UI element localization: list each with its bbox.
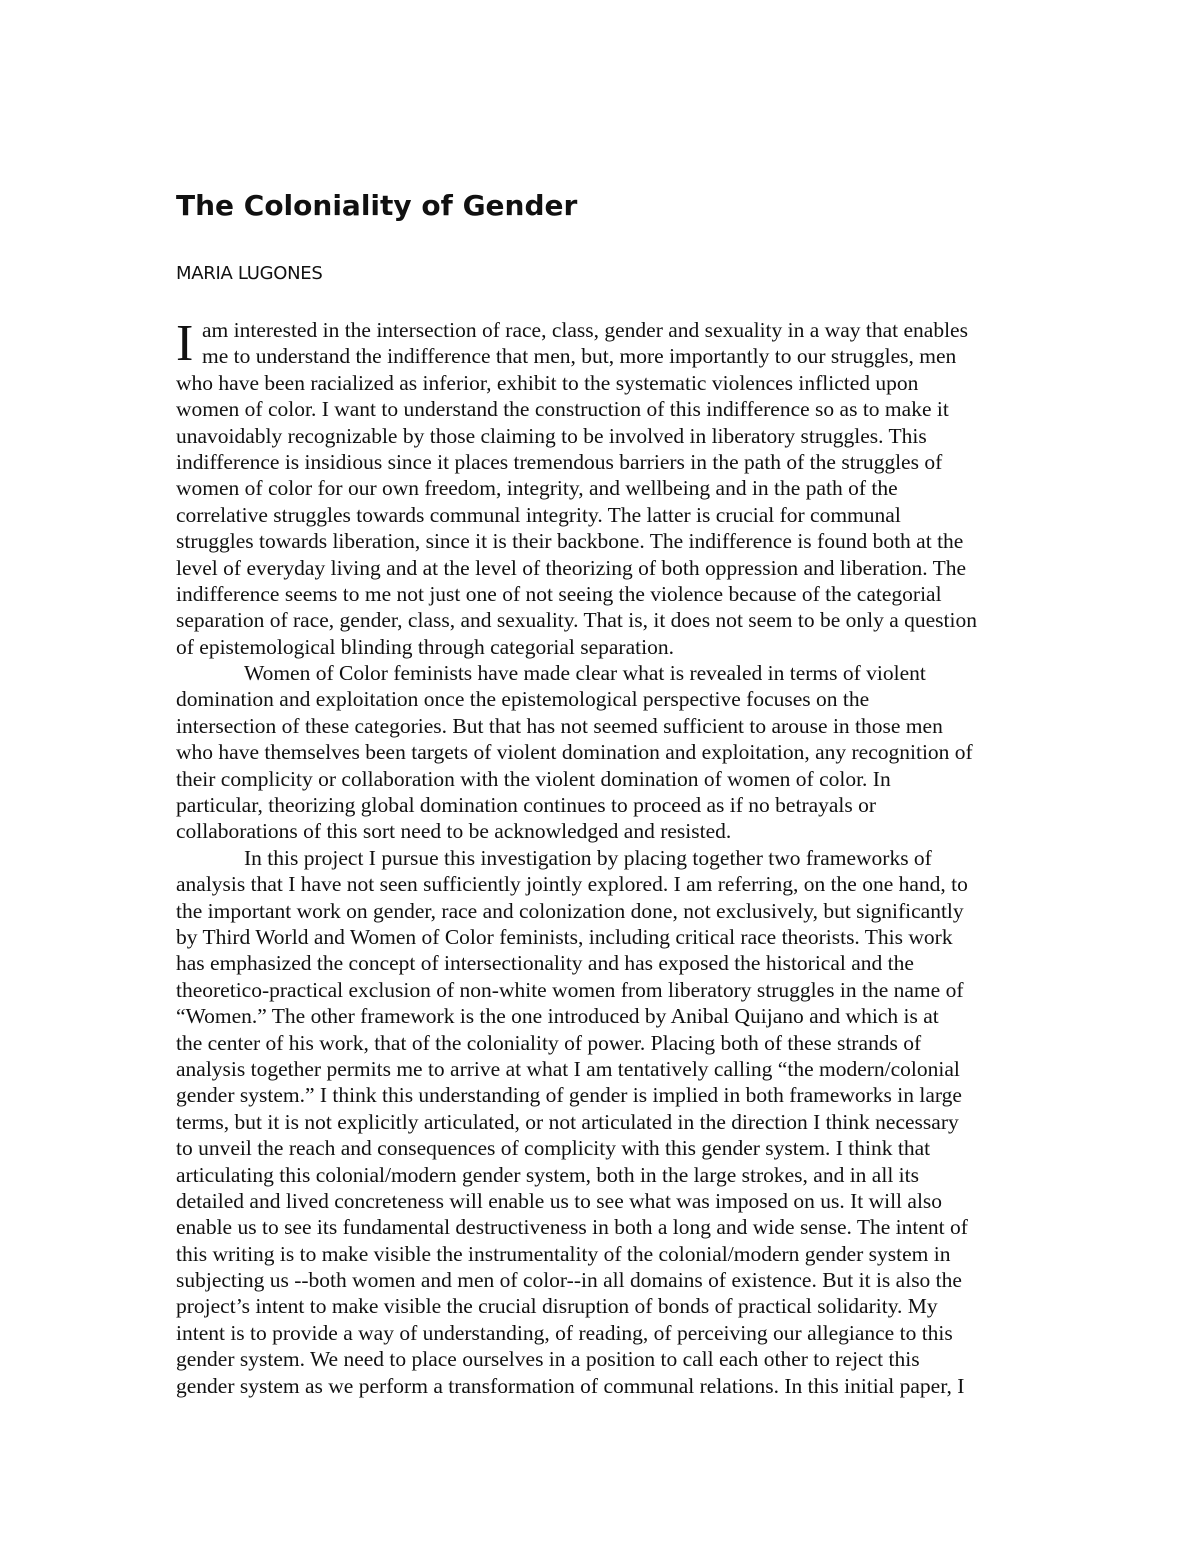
text-line: the center of his work, that of the coloniality of power. Placing both of these strands of (176, 1030, 922, 1055)
text-line: the important work on gender, race and colonization done, not exclusively, but significantly (176, 898, 964, 923)
text-line: detailed and lived concreteness will enable us to see what was imposed on us. It will also (176, 1188, 943, 1213)
text-line: me to understand the indifference that men, but, more importantly to our struggles, men (202, 344, 957, 369)
drop-cap: I (176, 315, 194, 372)
text-line: collaborations of this sort need to be acknowledged and resisted. (176, 819, 732, 844)
text-line: theoretico-practical exclusion of non-white women from liberatory struggles in the name of (176, 977, 964, 1002)
article-title: The Coloniality of Gender (176, 189, 578, 222)
author-name: MARIA LUGONES (176, 263, 323, 284)
text-line: subjecting us --both women and men of color--in all domains of existence. But it is also the (176, 1268, 962, 1293)
text-line: In this project I pursue this investigation by placing together two frameworks of (244, 845, 932, 870)
text-line: Women of Color feminists have made clear what is revealed in terms of violent (244, 661, 926, 686)
text-line: gender system.” I think this understanding of gender is implied in both frameworks in large (176, 1083, 962, 1108)
text-line: intersection of these categories. But that has not seemed sufficient to arouse in those men (176, 713, 943, 738)
text-line: to unveil the reach and consequences of complicity with this gender system. I think that (176, 1136, 931, 1161)
text-line: enable us to see its fundamental destructiveness in both a long and wide sense. The intent of (176, 1215, 968, 1240)
text-line: indifference is insidious since it places tremendous barriers in the path of the struggles of (176, 449, 943, 474)
text-line: terms, but it is not explicitly articulated, or not articulated in the direction I think necessary (176, 1109, 959, 1134)
text-line: level of everyday living and at the level of theorizing of both oppression and liberation. The (176, 555, 967, 580)
text-line: gender system as we perform a transformation of communal relations. In this initial paper, I (176, 1373, 965, 1398)
text-line: analysis together permits me to arrive at what I am tentatively calling “the modern/colonial (176, 1056, 960, 1081)
text-line: struggles towards liberation, since it is their backbone. The indifference is found both at the (176, 529, 964, 554)
text-line: women of color for our own freedom, integrity, and wellbeing and in the path of the (176, 476, 898, 501)
article-body (176, 317, 1036, 1399)
text-line: domination and exploitation once the epistemological perspective focuses on the (176, 687, 870, 712)
text-line: women of color. I want to understand the construction of this indifference so as to make it (176, 397, 949, 422)
text-line: particular, theorizing global domination continues to proceed as if no betrayals or (176, 793, 877, 818)
text-line: their complicity or collaboration with the violent domination of women of color. In (176, 766, 891, 791)
text-line: correlative struggles towards communal integrity. The latter is crucial for communal (176, 502, 901, 527)
text-line: gender system. We need to place ourselves in a position to call each other to reject this (176, 1347, 920, 1372)
text-line: by Third World and Women of Color feminists, including critical race theorists. This work (176, 924, 953, 949)
text-line: this writing is to make visible the instrumentality of the colonial/modern gender system in (176, 1241, 951, 1266)
text-line: who have been racialized as inferior, exhibit to the systematic violences inflicted upon (176, 370, 919, 395)
text-line: articulating this colonial/modern gender system, both in the large strokes, and in all its (176, 1162, 919, 1187)
text-line: separation of race, gender, class, and sexuality. That is, it does not seem to be only a question (176, 608, 977, 633)
text-line: intent is to provide a way of understanding, of reading, of perceiving our allegiance to this (176, 1320, 953, 1345)
text-line: “Women.” The other framework is the one introduced by Anibal Quijano and which is at (176, 1004, 939, 1029)
text-line: analysis that I have not seen sufficiently jointly explored. I am referring, on the one hand, to (176, 872, 968, 897)
text-line: who have themselves been targets of violent domination and exploitation, any recognition of (176, 740, 973, 765)
text-line: indifference seems to me not just one of not seeing the violence because of the categorial (176, 581, 942, 606)
text-line: project’s intent to make visible the crucial disruption of bonds of practical solidarity. My (176, 1294, 938, 1319)
text-line: has emphasized the concept of intersectionality and has exposed the historical and the (176, 951, 914, 976)
text-line: of epistemological blinding through categorial separation. (176, 634, 674, 659)
text-line: am interested in the intersection of race, class, gender and sexuality in a way that enables (202, 318, 968, 342)
text-line: unavoidably recognizable by those claiming to be involved in liberatory struggles. This (176, 423, 927, 448)
